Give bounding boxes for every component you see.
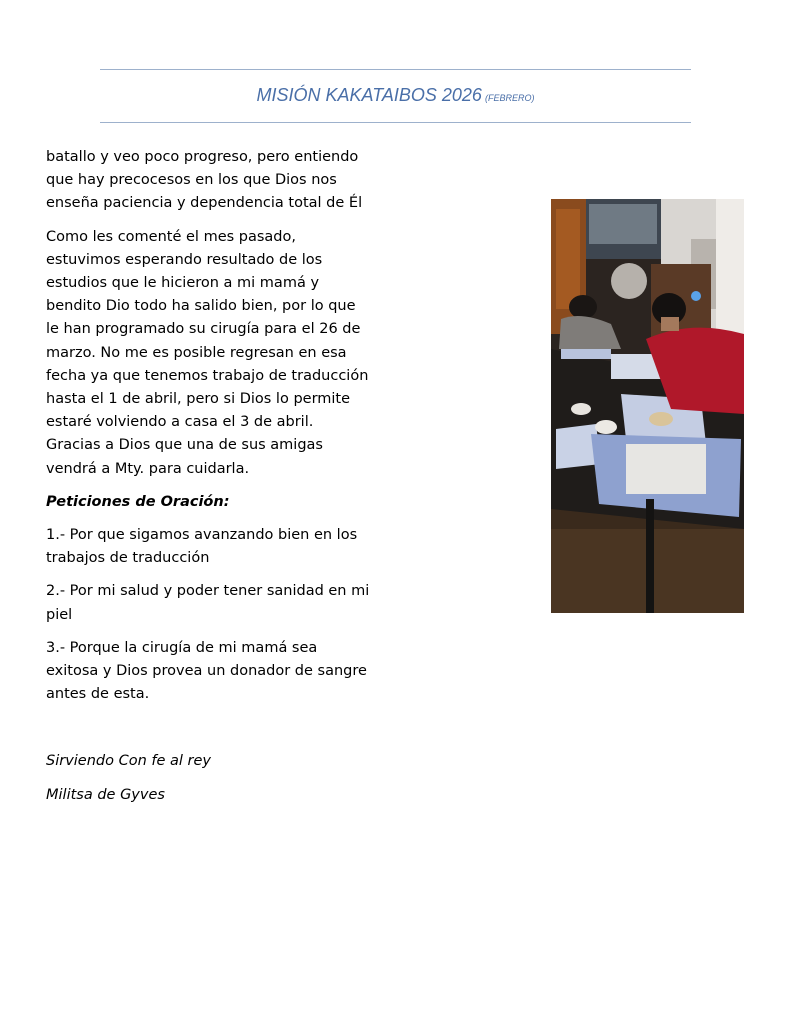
- signature: Militsa de Gyves: [46, 786, 165, 803]
- paragraph-intro: batallo y veo poco progreso, pero entiendo que hay precocesos en los que Dios nos enseña paciencia y dependencia total de Él: [46, 149, 363, 212]
- petition-item-1: 1.- Por que sigamos avanzando bien en los trabajos de traducción: [46, 527, 358, 567]
- header-title: MISIÓN KAKATAIBOS 2026: [256, 85, 482, 105]
- letter-body: [46, 146, 371, 817]
- header-subtitle: (FEBRERO): [484, 93, 535, 103]
- header-rule-top: [100, 69, 691, 70]
- photo-illustration: [551, 199, 744, 613]
- paragraph-update: Como les comenté el mes pasado, estuvimos esperando resultado de los estudios que le hicieron a mi mamá y bendito Dio todo ha salido bien, por lo que le han programado su cirugía para el 26 de marzo. No me es posible regresan en esa fecha ya que tenemos trabajo de traducción hasta el 1 de abril, pero si Dios lo permite estaré volviendo a casa el 3 de abril. Gracias a Dios que una de sus amigas vendrá a Mty. para cuidarla.: [46, 228, 369, 477]
- photo-translation-work: [551, 199, 744, 613]
- petitions-heading: Peticiones de Oración:: [46, 493, 230, 510]
- header-rule-bottom: [100, 122, 691, 123]
- petition-item-3: 3.- Porque la cirugía de mi mamá sea exitosa y Dios provea un donador de sangre antes de esta.: [46, 639, 367, 703]
- closing-line: Sirviendo Con fe al rey: [46, 753, 212, 770]
- page-header: [100, 85, 691, 106]
- petition-item-2: 2.- Por mi salud y poder tener sanidad en mi piel: [46, 583, 370, 623]
